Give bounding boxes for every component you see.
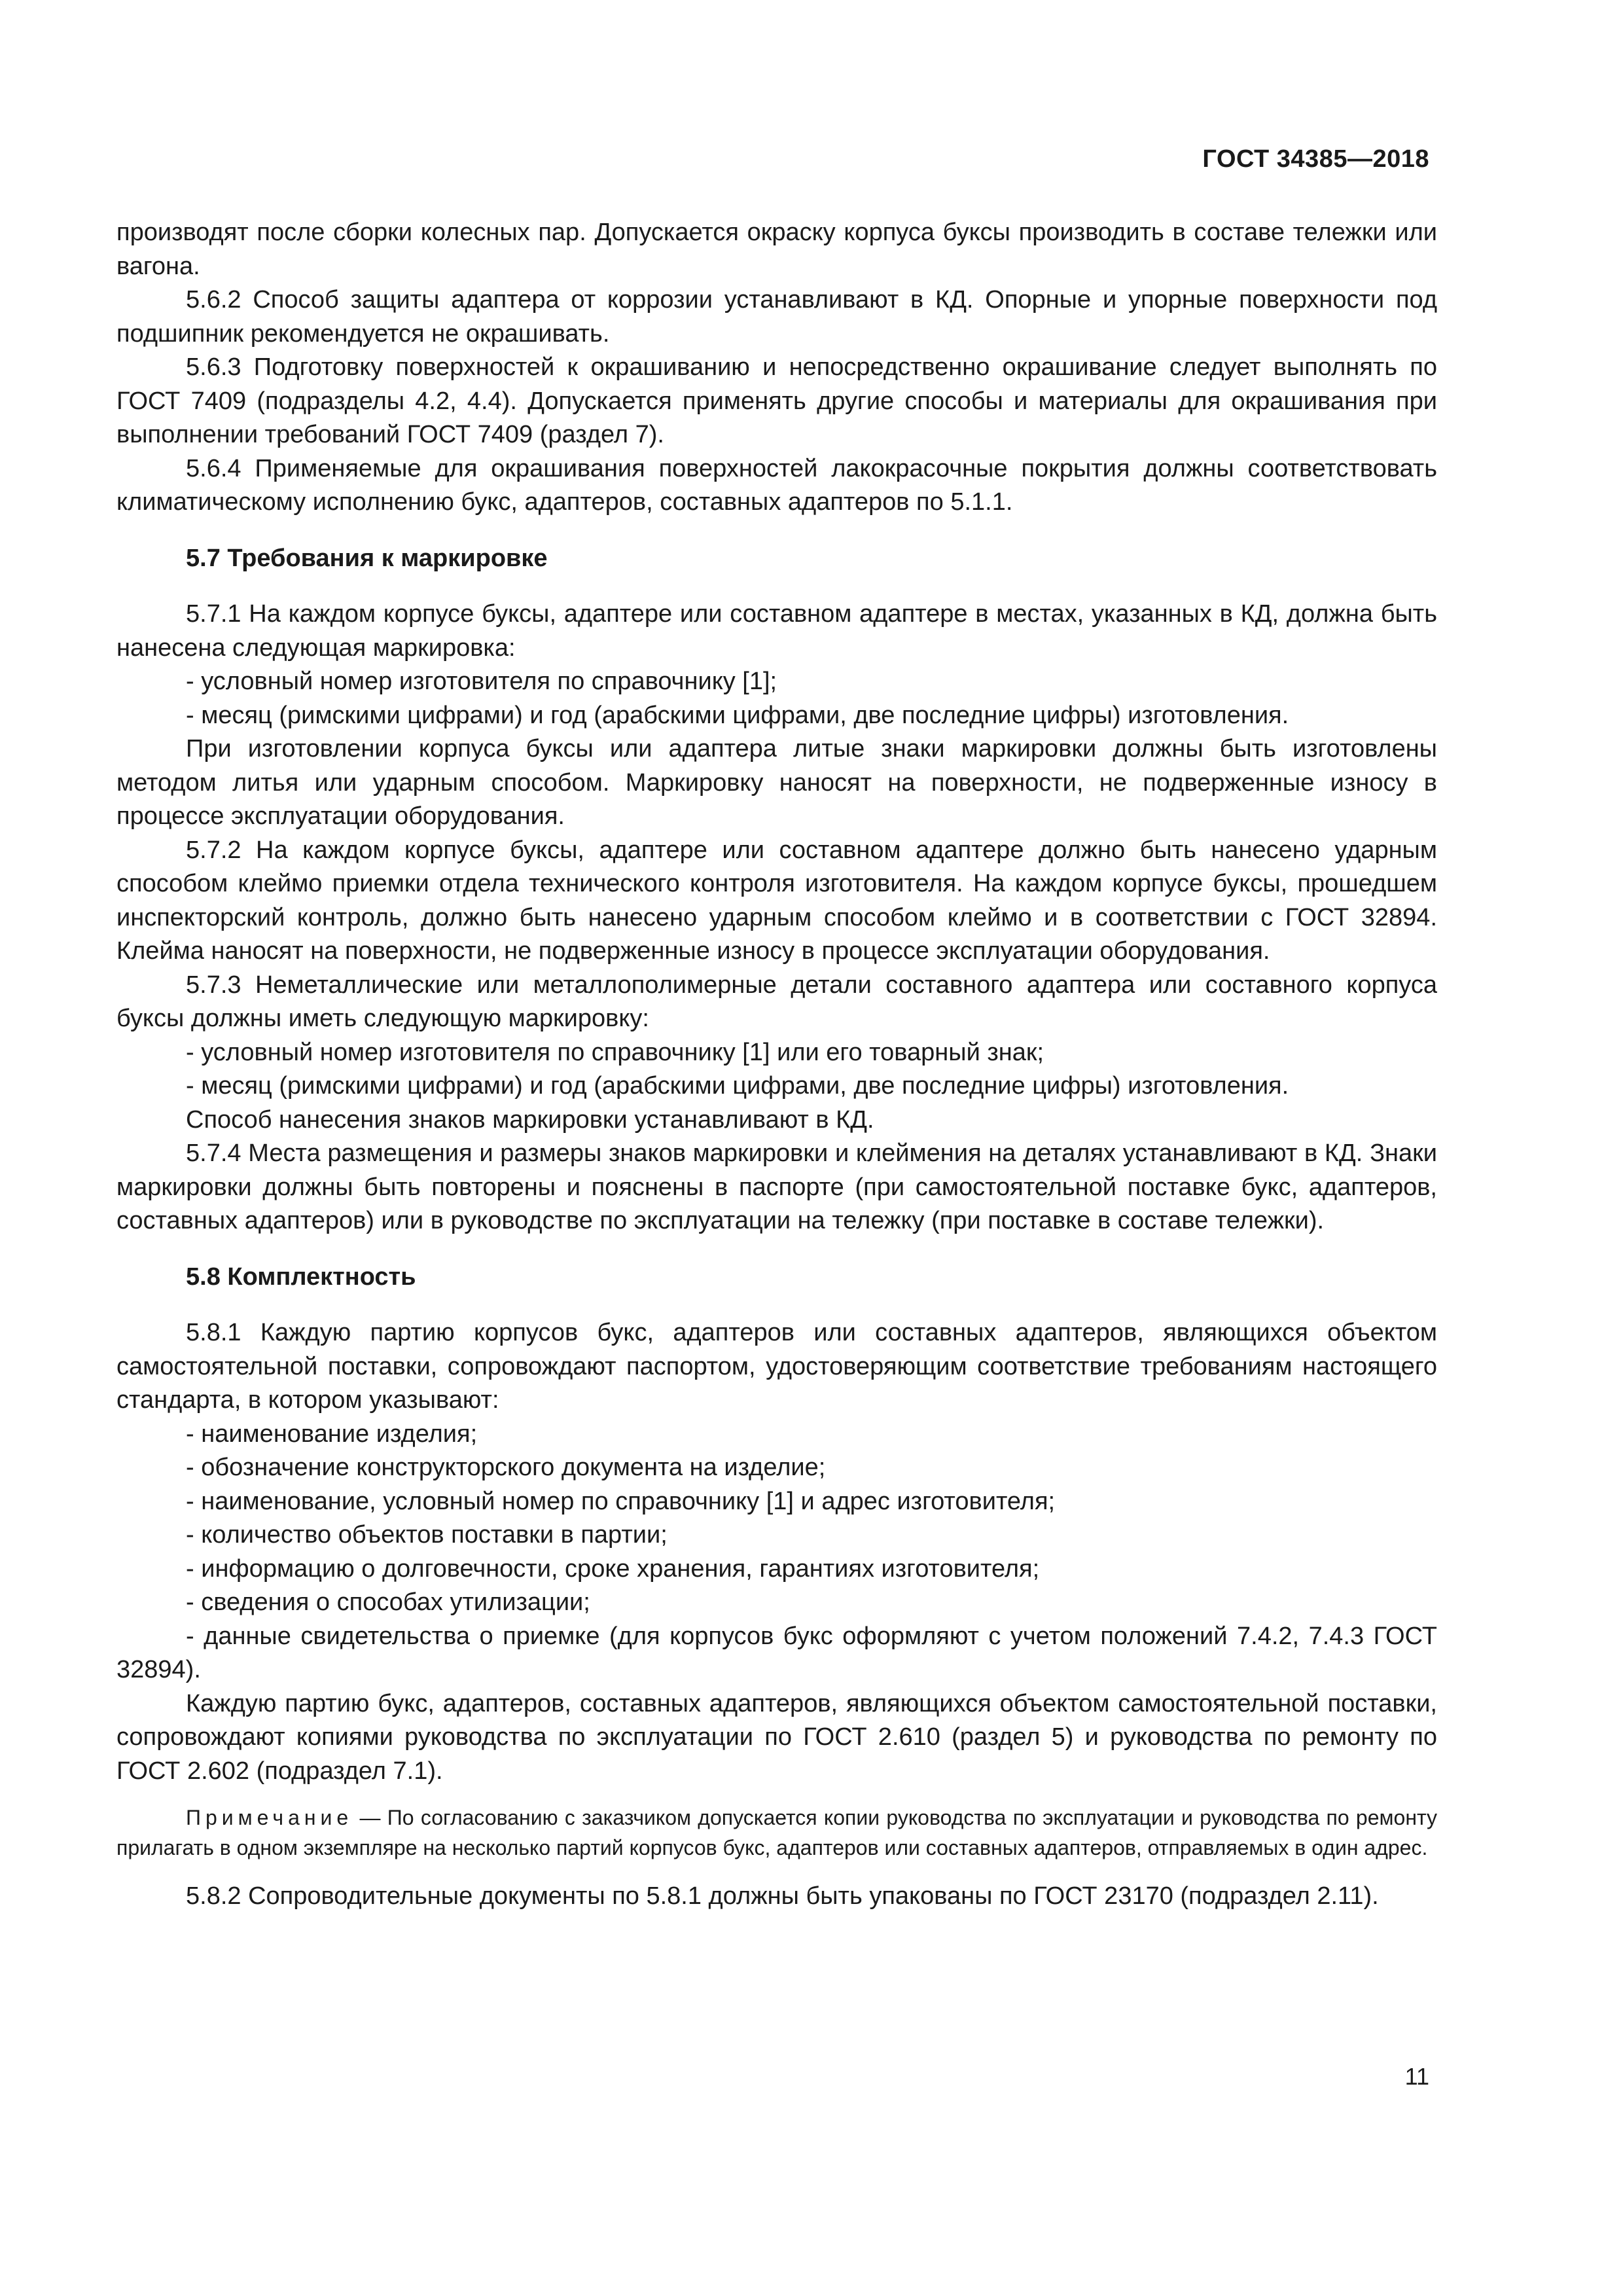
paragraph: Способ нанесения знаков маркировки устанавливают в КД.: [186, 1105, 874, 1134]
paragraph: Каждую партию букс, адаптеров, составных адаптеров, являющихся объектом самостоятельной поставки, сопровождают копиями руководства по эксплуатации по ГОСТ 2.610 (раздел 5) и руководства по ремонту по ГОСТ 2.602 (подраздел 7.1).: [116, 1689, 1437, 1785]
list-item: - информацию о долговечности, сроке хранения, гарантиях изготовителя;: [186, 1554, 1040, 1583]
list-item: - наименование изделия;: [186, 1420, 478, 1448]
clause-5-7-4: 5.7.4 Места размещения и размеры знаков маркировки и клеймения на деталях устанавливают в КД. Знаки маркировки должны быть повторены и пояснены в паспорте (при самостоятельной поставке букс, адаптеров, составных адаптеров) или в руководстве по эксплуатации на тележку (при поставке в составе тележки).: [116, 1139, 1437, 1234]
list-item: - количество объектов поставки в партии;: [186, 1521, 668, 1549]
page-number: 11: [1404, 2063, 1429, 2090]
note-text: — По согласованию с заказчиком допускается копии руководства по эксплуатации и руководства по ремонту прилагать в одном экземпляре на несколько партий корпусов букс, адаптеров или составных адаптеров, отправляемых в один адрес.: [116, 1806, 1437, 1859]
standard-header: ГОСТ 34385—2018: [1202, 145, 1429, 173]
clause-5-7-3: 5.7.3 Неметаллические или металлополимерные детали составного адаптера или составного корпуса буксы должны иметь следующую маркировку:: [116, 971, 1437, 1032]
list-item: - месяц (римскими цифрами) и год (арабскими цифрами, две последние цифры) изготовления.: [186, 701, 1289, 729]
list-item: - наименование, условный номер по справочнику [1] и адрес изготовителя;: [186, 1487, 1056, 1515]
paragraph-continuation: производят после сборки колесных пар. Допускается окраску корпуса буксы производить в составе тележки или вагона.: [116, 219, 1437, 280]
clause-5-7-1: 5.7.1 На каждом корпусе буксы, адаптере или составном адаптере в местах, указанных в КД, должна быть нанесена следующая маркировка:: [116, 600, 1437, 662]
clause-5-6-3: 5.6.3 Подготовку поверхностей к окрашиванию и непосредственно окрашивание следует выполнять по ГОСТ 7409 (подразделы 4.2, 4.4). Допускается применять другие способы и материалы для окрашивания при выполнении требований ГОСТ 7409 (раздел 7).: [116, 353, 1437, 448]
list-item: - сведения о способах утилизации;: [186, 1588, 590, 1616]
note-label: Примечание: [186, 1806, 353, 1829]
clause-5-8-1: 5.8.1 Каждую партию корпусов букс, адаптеров или составных адаптеров, являющихся объектом самостоятельной поставки, сопровождают паспортом, удостоверяющим соответствие требованиям настоящего стандарта, в котором указывают:: [116, 1319, 1437, 1414]
list-item: - данные свидетельства о приемке (для корпусов букс оформляют с учетом положений 7.4.2, 7.4.3 ГОСТ 32894).: [116, 1622, 1437, 1683]
document-body: [116, 216, 1437, 1914]
list-item: - условный номер изготовителя по справочнику [1];: [186, 668, 777, 695]
section-heading-5-7: 5.7 Требования к маркировке: [186, 544, 548, 572]
note: [116, 1803, 1437, 1863]
paragraph: При изготовлении корпуса буксы или адаптера литые знаки маркировки должны быть изготовлены методом литья или ударным способом. Маркировку наносят на поверхности, не подверженные износу в процессе эксплуатации оборудования.: [116, 735, 1437, 830]
clause-5-7-2: 5.7.2 На каждом корпусе буксы, адаптере или составном адаптере должно быть нанесено ударным способом клеймо приемки отдела технического контроля изготовителя. На каждом корпусе буксы, прошедшем инспекторский контроль, должно быть нанесено ударным способом клеймо и в соответствии с ГОСТ 32894. Клейма наносят на поверхности, не подверженные износу в процессе эксплуатации оборудования.: [116, 836, 1437, 965]
clause-5-8-2: 5.8.2 Сопроводительные документы по 5.8.1 должны быть упакованы по ГОСТ 23170 (подраздел 2.11).: [186, 1882, 1379, 1910]
list-item: - условный номер изготовителя по справочнику [1] или его товарный знак;: [186, 1038, 1044, 1066]
list-item: - месяц (римскими цифрами) и год (арабскими цифрами, две последние цифры) изготовления.: [186, 1072, 1289, 1100]
section-heading-5-8: 5.8 Комплектность: [186, 1263, 416, 1291]
clause-5-6-2: 5.6.2 Способ защиты адаптера от коррозии устанавливают в КД. Опорные и упорные поверхности под подшипник рекомендуется не окрашивать.: [116, 286, 1437, 348]
list-item: - обозначение конструкторского документа на изделие;: [186, 1454, 826, 1481]
clause-5-6-4: 5.6.4 Применяемые для окрашивания поверхностей лакокрасочные покрытия должны соответствовать климатическому исполнению букс, адаптеров, составных адаптеров по 5.1.1.: [116, 454, 1437, 516]
